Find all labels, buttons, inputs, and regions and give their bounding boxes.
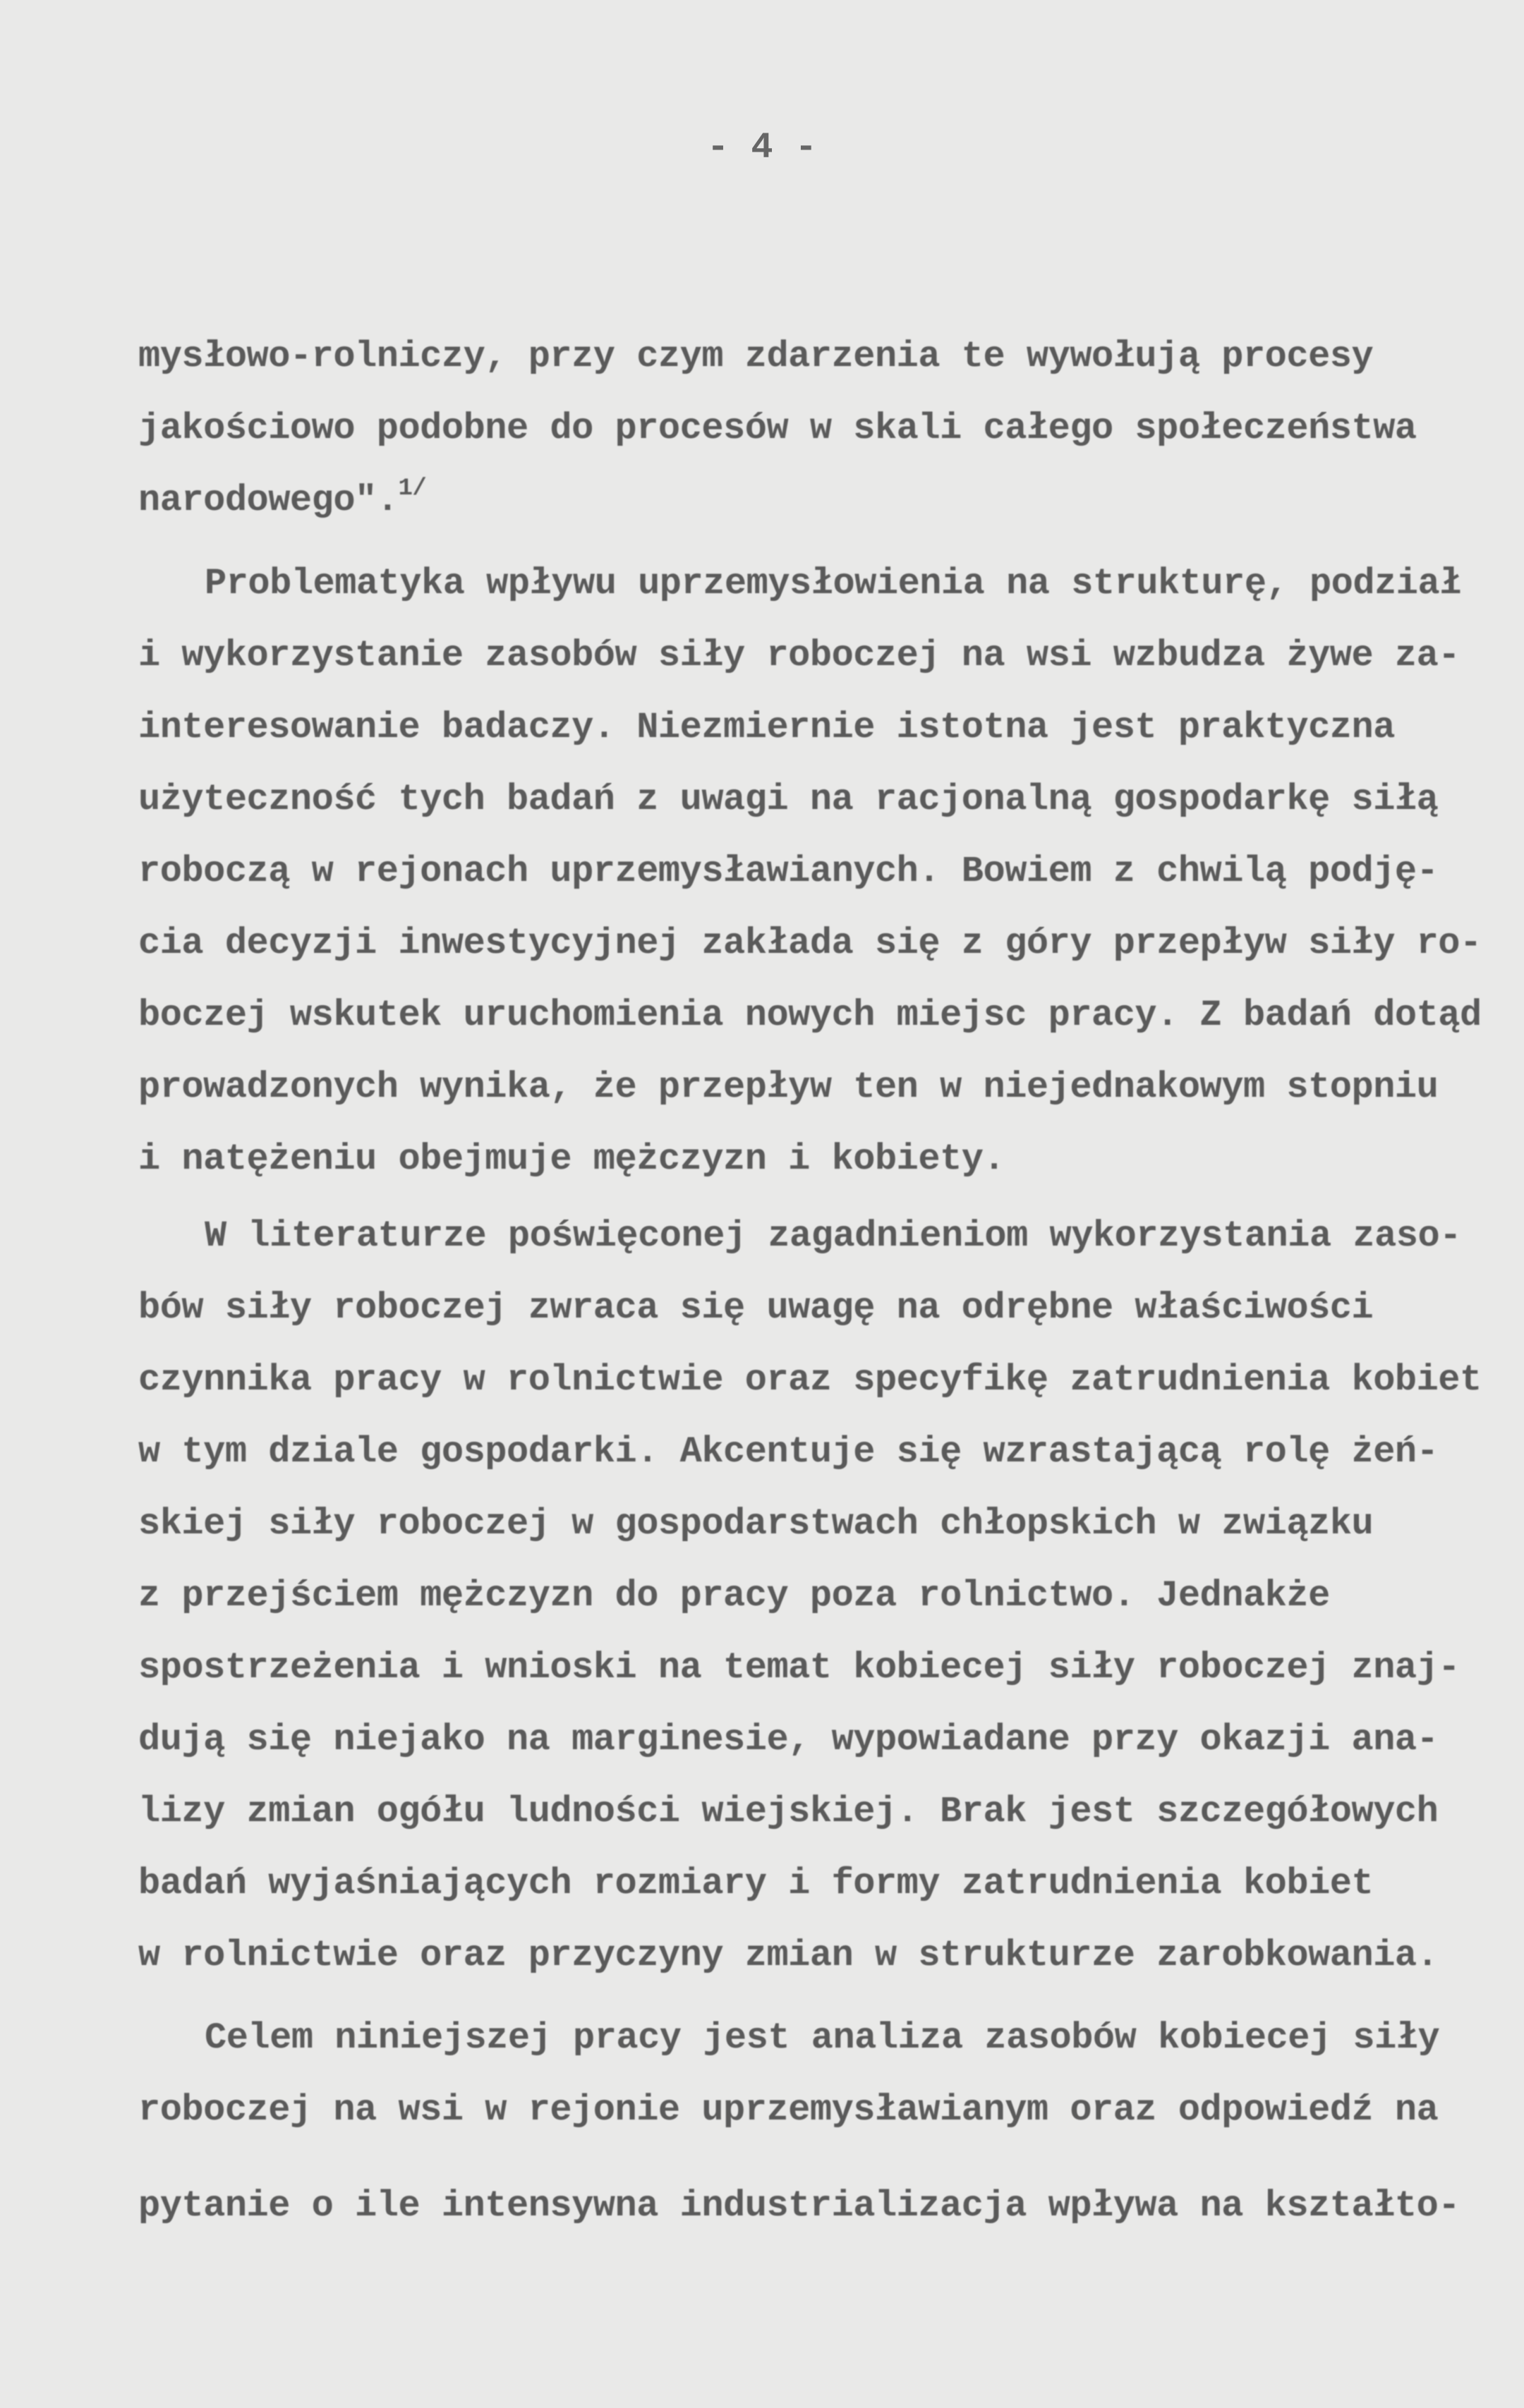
text-line: bów siły roboczej zwraca się uwagę na odrębne właściwości bbox=[138, 1287, 1374, 1329]
text-line: boczej wskutek uruchomienia nowych miejsc pracy. Z badań dotąd bbox=[138, 995, 1482, 1036]
text-line: lizy zmian ogółu ludności wiejskiej. Brak jest szczegółowych bbox=[138, 1791, 1439, 1832]
text-line: w rolnictwie oraz przyczyny zmian w strukturze zarobkowania. bbox=[138, 1935, 1439, 1976]
paragraph-2 bbox=[138, 548, 1493, 1196]
text-line: spostrzeżenia i wnioski na temat kobiecej siły roboczej znaj- bbox=[138, 1647, 1460, 1689]
text-line: roboczą w rejonach uprzemysławianych. Bowiem z chwilą podję- bbox=[138, 851, 1439, 892]
text-line: roboczej na wsi w rejonie uprzemysławianym oraz odpowiedź na bbox=[138, 2089, 1439, 2131]
text-line: mysłowo-rolniczy, przy czym zdarzenia te wywołują procesy bbox=[138, 336, 1374, 377]
text-line bbox=[138, 465, 1493, 537]
text-line-content: narodowego". bbox=[138, 480, 399, 521]
page-number: - 4 - bbox=[706, 127, 818, 169]
text-line: badań wyjaśniających rozmiary i formy zatrudnienia kobiet bbox=[138, 1863, 1374, 1904]
footnote-reference: 1/ bbox=[398, 475, 427, 502]
text-line: dują się niejako na marginesie, wypowiadane przy okazji ana- bbox=[138, 1719, 1439, 1761]
text-line: Celem niniejszej pracy jest analiza zasobów kobiecej siły bbox=[205, 2017, 1440, 2059]
text-line: i natężeniu obejmuje mężczyzn i kobiety. bbox=[138, 1138, 1005, 1180]
text-line: cia decyzji inwestycyjnej zakłada się z góry przepływ siły ro- bbox=[138, 923, 1482, 964]
text-line: w tym dziale gospodarki. Akcentuje się wzrastającą rolę żeń- bbox=[138, 1431, 1439, 1473]
paragraph-4 bbox=[138, 2002, 1493, 2242]
paragraph-3 bbox=[138, 1200, 1493, 1992]
text-line: prowadzonych wynika, że przepływ ten w niejednakowym stopniu bbox=[138, 1066, 1439, 1108]
paragraph-1 bbox=[138, 321, 1493, 537]
text-line: pytanie o ile intensywna industrializacja wpływa na kształto- bbox=[138, 2185, 1460, 2227]
text-line: z przejściem mężczyzn do pracy poza rolnictwo. Jednakże bbox=[138, 1575, 1330, 1617]
text-line: interesowanie badaczy. Niezmiernie istotna jest praktyczna bbox=[138, 707, 1395, 748]
text-line: W literaturze poświęconej zagadnieniom wykorzystania zaso- bbox=[205, 1215, 1461, 1257]
text-line: czynnika pracy w rolnictwie oraz specyfikę zatrudnienia kobiet bbox=[138, 1359, 1482, 1401]
text-line: jakościowo podobne do procesów w skali całego społeczeństwa bbox=[138, 408, 1417, 449]
text-line: użyteczność tych badań z uwagi na racjonalną gospodarkę siłą bbox=[138, 779, 1439, 820]
text-line: i wykorzystanie zasobów siły roboczej na wsi wzbudza żywe za- bbox=[138, 635, 1460, 676]
text-line: skiej siły roboczej w gospodarstwach chłopskich w związku bbox=[138, 1503, 1374, 1545]
text-line: Problematyka wpływu uprzemysłowienia na strukturę, podział bbox=[205, 563, 1461, 604]
